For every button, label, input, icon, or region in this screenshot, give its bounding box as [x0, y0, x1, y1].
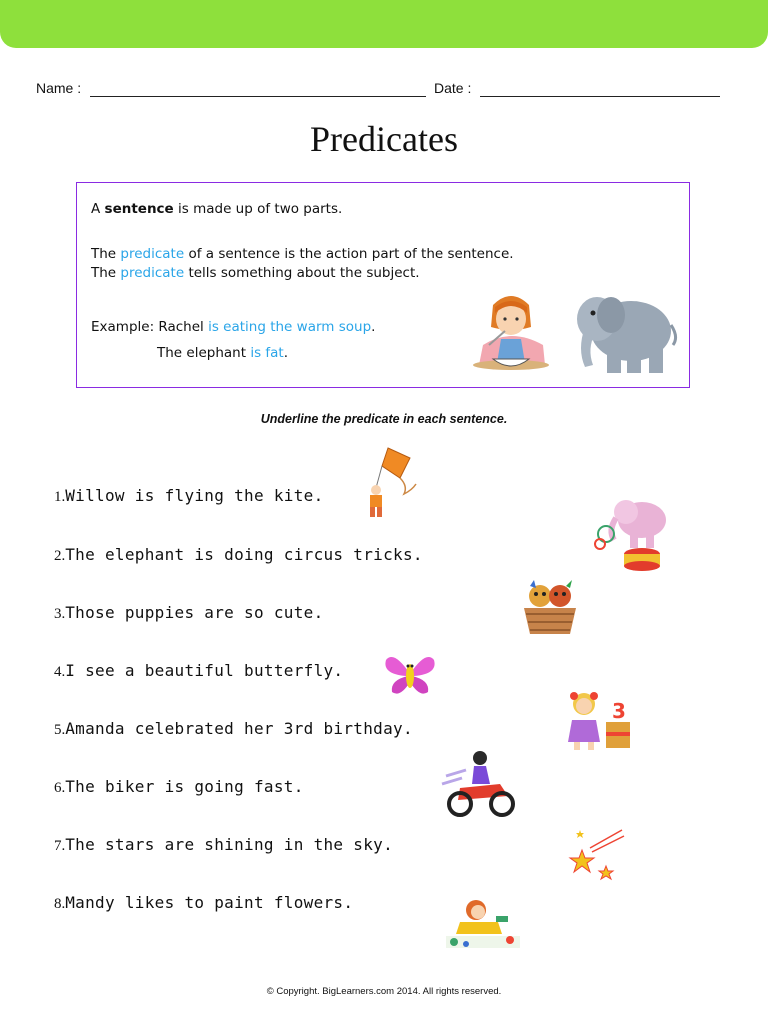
birthday-girl-cake-icon — [564, 686, 636, 754]
text-c: . — [371, 319, 376, 335]
text-a: The elephant — [157, 345, 251, 361]
text-a: Example: Rachel — [91, 319, 209, 335]
term-predicate: predicate — [120, 265, 185, 281]
sentence-number: 8. — [54, 896, 66, 912]
definition-line-2 — [91, 246, 514, 262]
sentence-text: I see a beautiful butterfly. — [65, 661, 344, 680]
example-line-1 — [91, 319, 375, 335]
sentence-8 — [54, 893, 353, 913]
sentence-2 — [54, 545, 423, 565]
sentence-1 — [54, 486, 324, 506]
sentence-4 — [54, 661, 343, 681]
sentence-number: 1. — [54, 489, 66, 505]
biker-motorcycle-icon — [440, 748, 520, 818]
child-painting-icon — [440, 894, 526, 954]
svg-text:3: 3 — [612, 699, 626, 723]
sentence-number: 6. — [54, 780, 66, 796]
sentence-text: The stars are shining in the sky. — [65, 835, 394, 854]
circus-elephant-icon — [592, 490, 672, 572]
sentence-number: 4. — [54, 664, 66, 680]
term-predicate: predicate — [120, 246, 185, 262]
example-line-2 — [157, 345, 288, 361]
definition-line-1 — [91, 201, 342, 217]
name-line — [90, 96, 426, 97]
sentence-3 — [54, 603, 324, 623]
page-title: Predicates — [310, 119, 458, 159]
sentence-text: The elephant is doing circus tricks. — [65, 545, 423, 564]
text-a: A — [91, 201, 105, 217]
shooting-stars-icon — [566, 826, 628, 882]
date-line — [480, 96, 720, 97]
text-c: . — [283, 345, 289, 361]
text-c: tells something about the subject. — [184, 265, 420, 281]
girl-eating-soup-icon — [463, 287, 559, 379]
butterfly-icon — [382, 650, 438, 698]
text-a: The — [91, 265, 121, 281]
sentence-5 — [54, 719, 413, 739]
top-banner — [0, 0, 768, 48]
sentence-7 — [54, 835, 393, 855]
date-label: Date : — [434, 80, 472, 96]
sentence-text: Willow is flying the kite. — [65, 486, 324, 505]
name-label: Name : — [36, 80, 82, 96]
sentence-number: 3. — [54, 606, 66, 622]
term-sentence: sentence — [104, 201, 174, 217]
copyright-footer: © Copyright. BigLearners.com 2014. All rights reserved. — [266, 986, 502, 997]
sentence-text: Mandy likes to paint flowers. — [65, 893, 354, 912]
example-predicate: is fat — [250, 345, 284, 361]
text-c: of a sentence is the action part of the sentence. — [184, 246, 514, 262]
puppies-basket-icon — [520, 576, 580, 638]
text-a: The — [91, 246, 121, 262]
text-c: is made up of two parts. — [173, 201, 343, 217]
name-date-row — [36, 80, 736, 100]
kite-child-icon — [360, 444, 420, 520]
instruction: Underline the predicate in each sentence. — [260, 412, 508, 426]
sentence-text: Those puppies are so cute. — [65, 603, 324, 622]
definition-line-3 — [91, 265, 420, 281]
sentence-number: 2. — [54, 548, 66, 564]
sentence-number: 5. — [54, 722, 66, 738]
elephant-icon — [567, 283, 679, 379]
sentence-number: 7. — [54, 838, 66, 854]
definition-box — [76, 182, 690, 388]
sentence-text: The biker is going fast. — [65, 777, 304, 796]
sentence-text: Amanda celebrated her 3rd birthday. — [65, 719, 413, 738]
example-predicate: is eating the warm soup — [208, 319, 372, 335]
sentence-6 — [54, 777, 304, 797]
